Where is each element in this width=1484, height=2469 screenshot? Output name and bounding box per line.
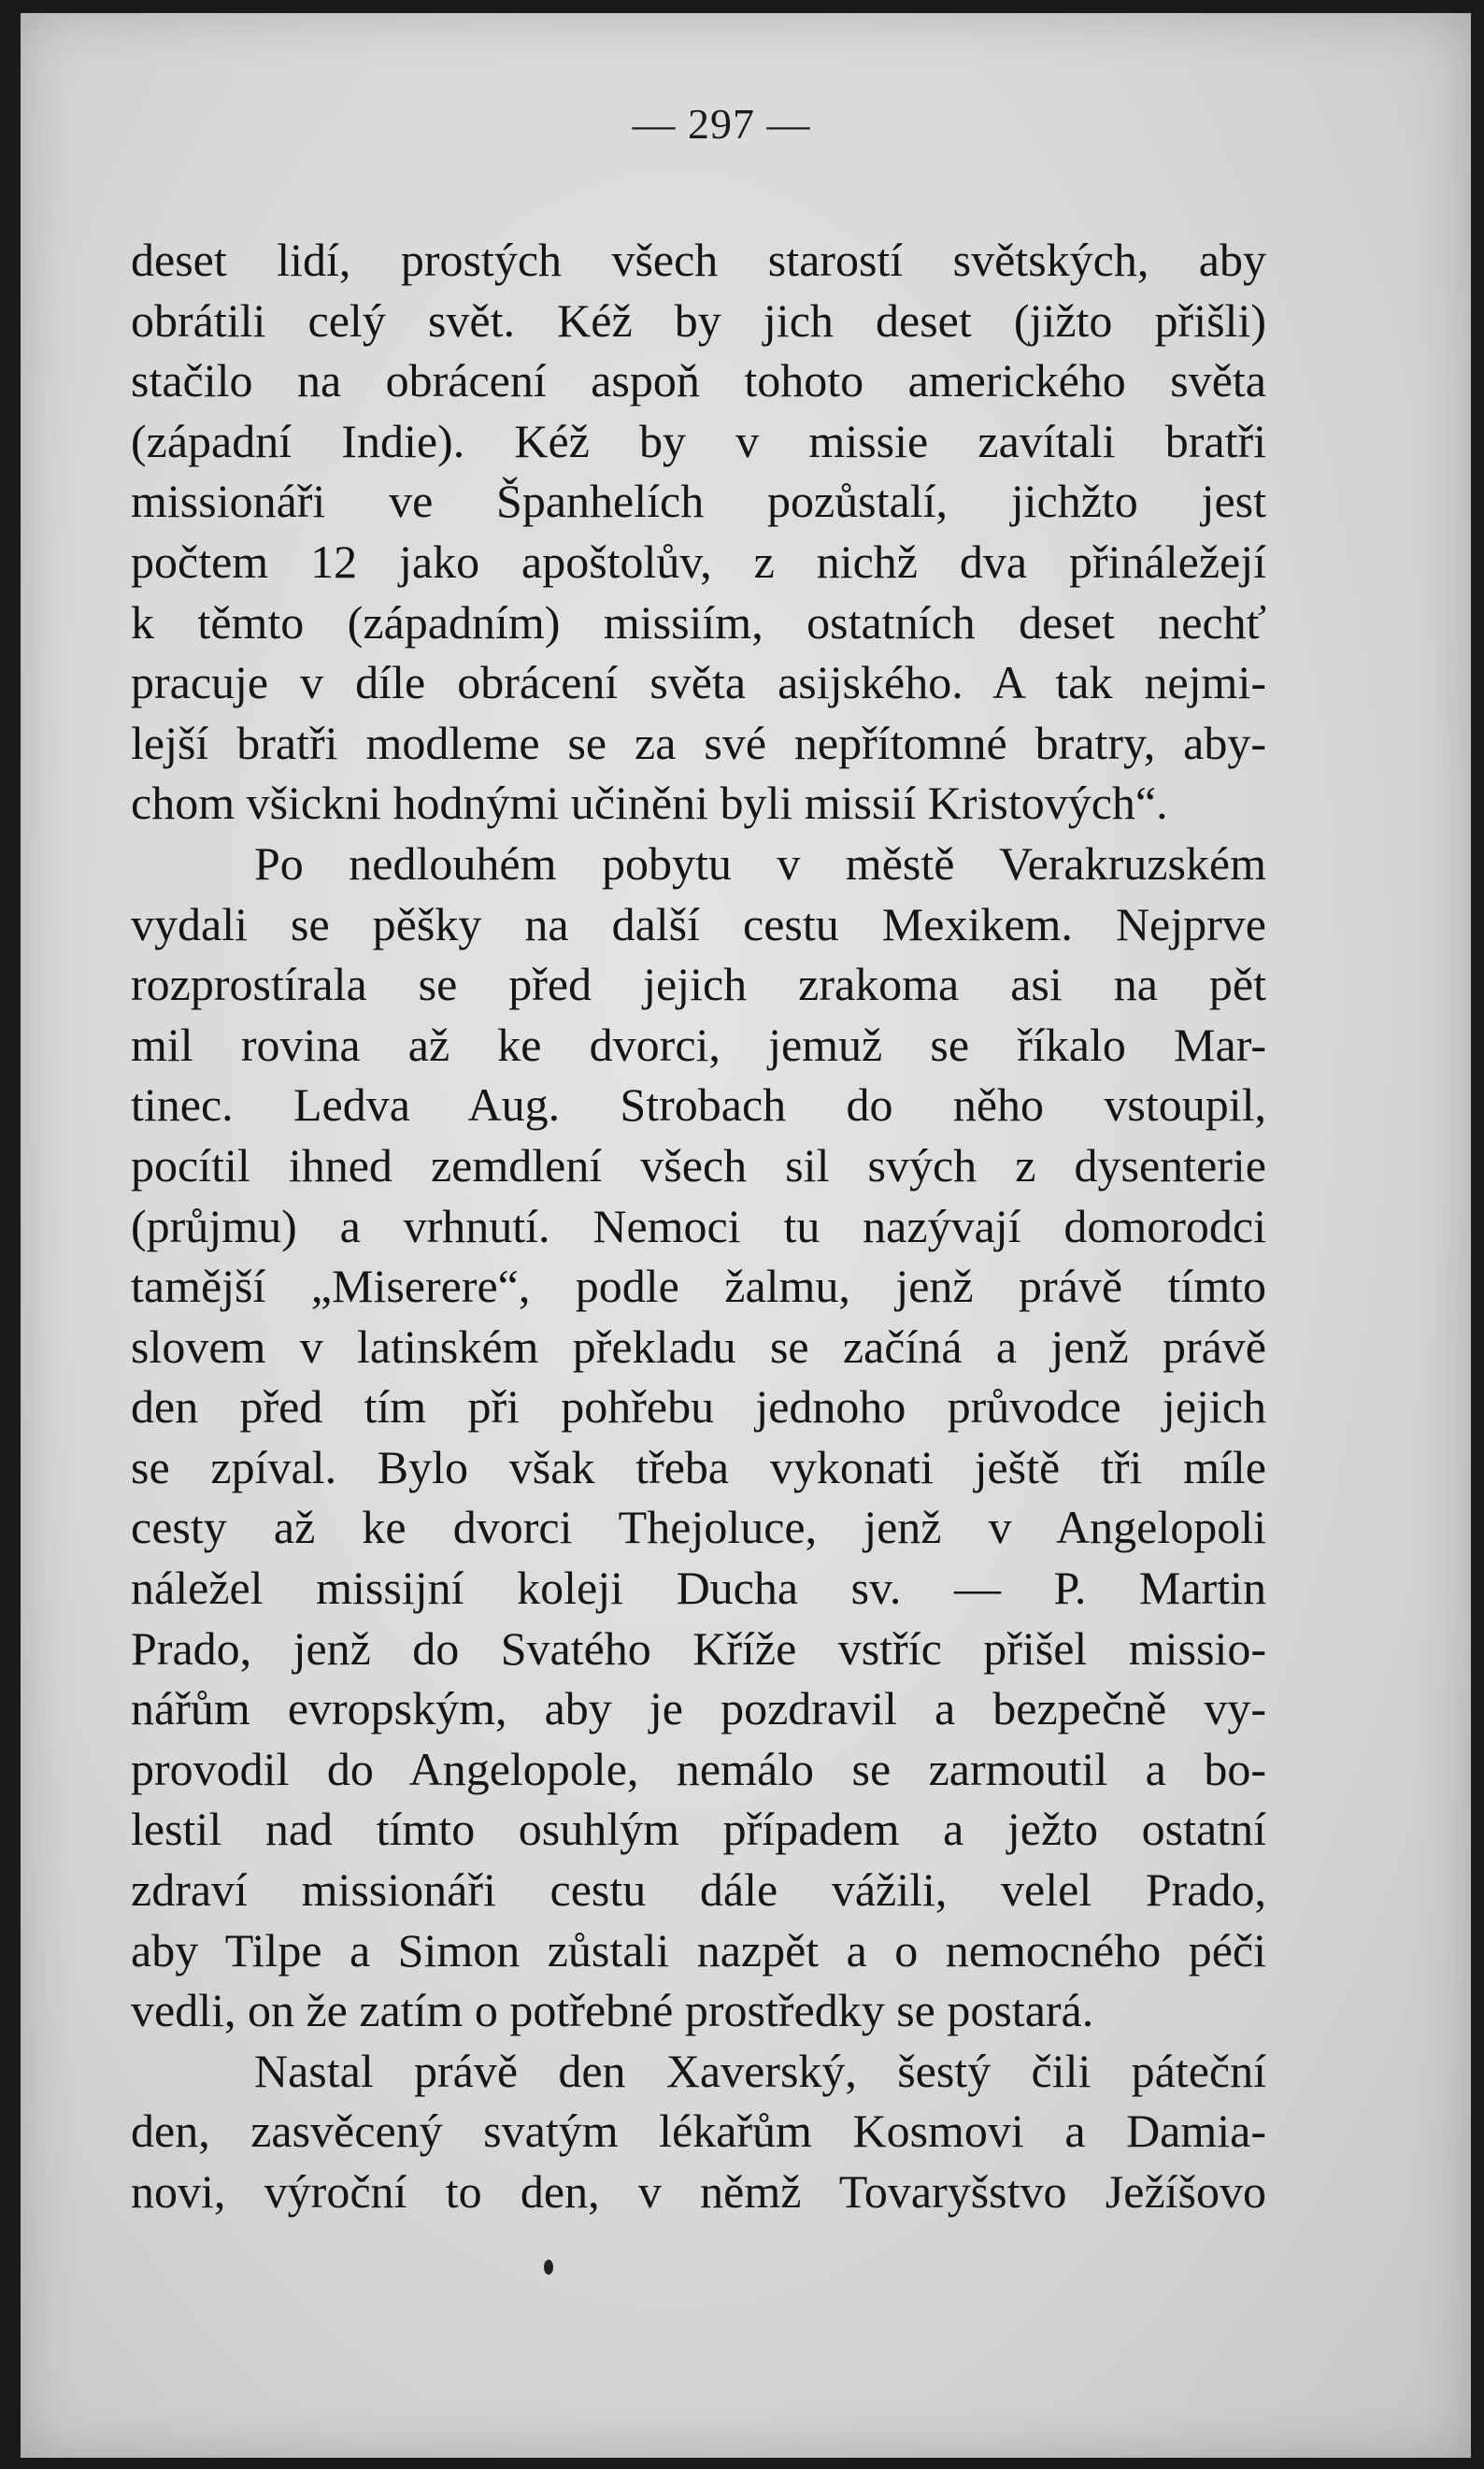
ink-mark-icon <box>544 2260 553 2275</box>
text-line: tamější „Miserere“, podle žalmu, jenž právě tímto <box>131 1260 1266 1313</box>
text-line: k těmto (západním) missiím, ostatních deset nechť <box>131 595 1266 649</box>
paragraph-start-line: Nastal právě den Xaverský, šestý čili páteční <box>254 2044 1266 2097</box>
text-line: missionáři ve Španhelích pozůstalí, jichžto jest <box>131 475 1266 528</box>
text-line: počtem 12 jako apoštolův, z nichž dva přináležejí <box>131 535 1266 588</box>
text-line: den před tím při pohřebu jednoho průvodce jejich <box>131 1380 1266 1434</box>
paragraph-start-line: Po nedlouhém pobytu v městě Verakruzském <box>254 836 1266 890</box>
text-line: (západní Indie). Kéž by v missie zavítali bratři <box>131 414 1266 467</box>
text-line: novi, výroční to den, v němž Tovaryšstvo Ježíšovo <box>131 2165 1266 2218</box>
text-line: provodil do Angelopole, nemálo se zarmoutil a bo- <box>131 1742 1266 1795</box>
text-line: nářům evropským, aby je pozdravil a bezpečně vy- <box>131 1682 1266 1735</box>
book-page <box>21 13 1471 2458</box>
text-line: lejší bratři modleme se za své nepřítomné bratry, aby- <box>131 716 1266 769</box>
text-line: Prado, jenž do Svatého Kříže vstříc přišel missio- <box>131 1621 1266 1675</box>
text-line: stačilo na obrácení aspoň tohoto amerického světa <box>131 354 1266 407</box>
text-line: vydali se pěšky na další cestu Mexikem. Nejprve <box>131 897 1266 950</box>
text-line: deset lidí, prostých všech starostí světských, aby <box>131 234 1266 286</box>
text-line: náležel missijní koleji Ducha sv. — P. Martin <box>131 1562 1266 1615</box>
text-line: rozprostírala se před jejich zrakoma asi na pět <box>131 958 1266 1011</box>
text-line: den, zasvěcený svatým lékařům Kosmovi a Damia- <box>131 2105 1266 2158</box>
text-line: zdraví missionáři cestu dále vážili, velel Prado, <box>131 1863 1266 1917</box>
body-text <box>131 230 1266 2222</box>
text-line: obrátili celý svět. Kéž by jich deset (jižto přišli) <box>131 293 1266 347</box>
text-line: se zpíval. Bylo však třeba vykonati ještě tři míle <box>131 1440 1266 1493</box>
text-line: (průjmu) a vrhnutí. Nemoci tu nazývají domorodci <box>131 1199 1266 1252</box>
text-line: slovem v latinském překladu se začíná a jenž právě <box>131 1320 1266 1373</box>
text-line: aby Tilpe a Simon zůstali nazpět a o nemocného péči <box>131 1923 1266 1977</box>
text-line: lestil nad tímto osuhlým případem a ježto ostatní <box>131 1803 1266 1856</box>
page-number: — 297 — <box>632 100 811 148</box>
text-line: tinec. Ledva Aug. Strobach do něho vstoupil, <box>131 1078 1266 1132</box>
text-line: chom všickni hodnými učiněni byli missií Kristových“. <box>131 777 1168 830</box>
text-line: mil rovina až ke dvorci, jemuž se říkalo Mar- <box>131 1018 1266 1071</box>
text-line: pocítil ihned zemdlení všech sil svých z dysenterie <box>131 1138 1266 1192</box>
text-line: cesty až ke dvorci Thejoluce, jenž v Angelopoli <box>131 1501 1266 1554</box>
text-line: vedli, on že zatím o potřebné prostředky se postará. <box>131 1984 1094 2037</box>
text-line: pracuje v díle obrácení světa asijského. A tak nejmi- <box>131 656 1266 709</box>
